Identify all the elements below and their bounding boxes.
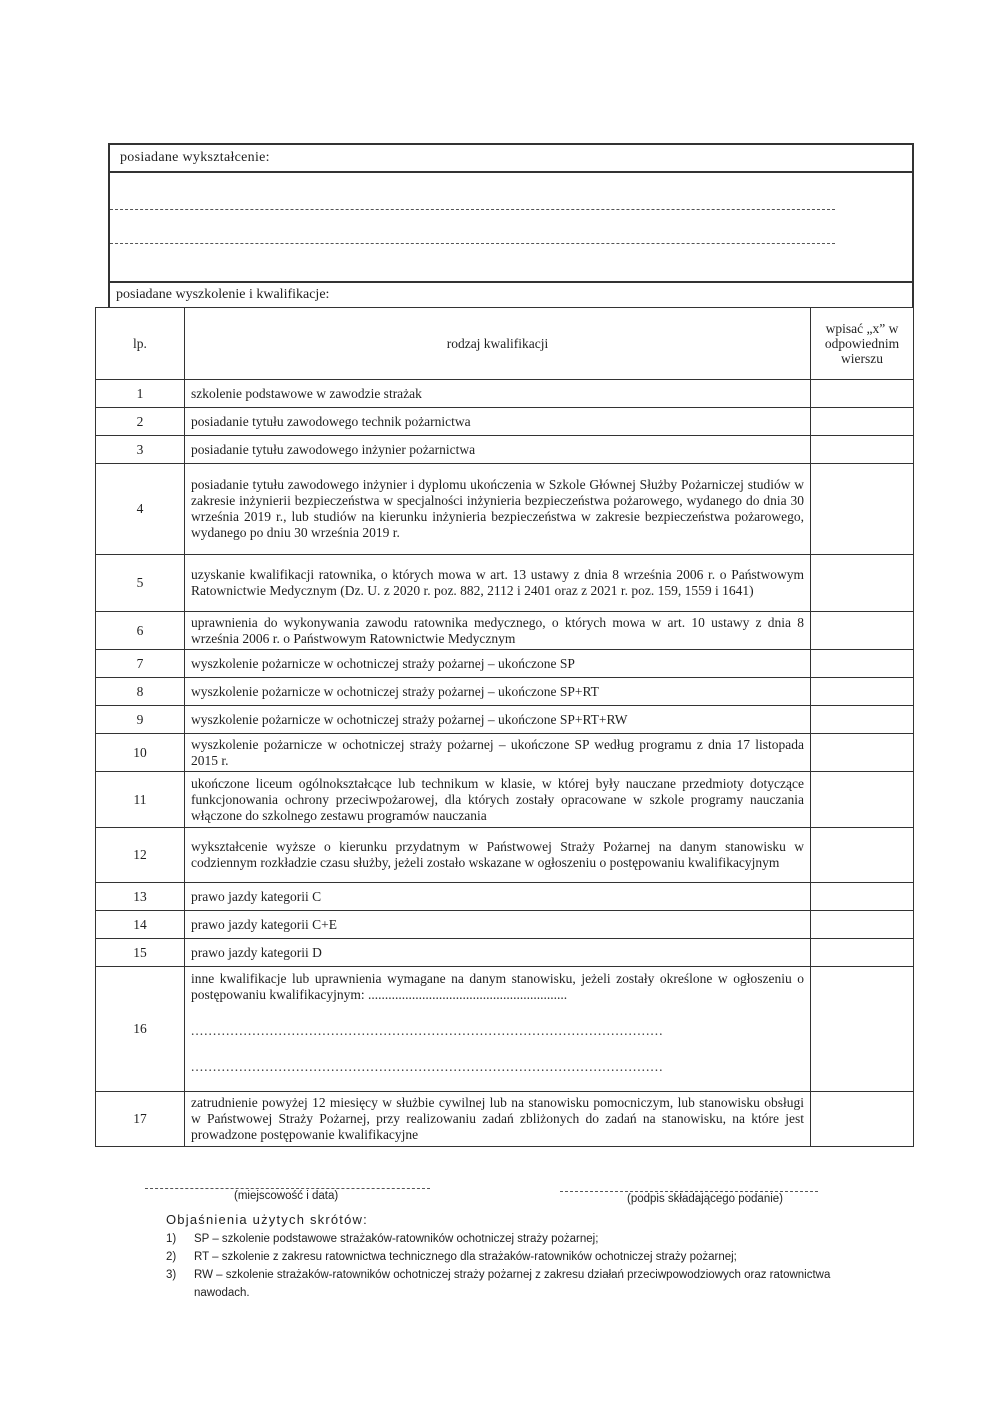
- row-text: inne kwalifikacje lub uprawnienia wymagane na danym stanowisku, jeżeli zostały określone w ogłoszeniu o postępowaniu kwalifikacyjnym: ...........................................................: [191, 971, 804, 1002]
- qualifications-caption: posiadane wyszkolenie i kwalifikacje:: [108, 283, 914, 307]
- table-header-row: [96, 308, 914, 380]
- row-mark-cell[interactable]: [811, 464, 914, 555]
- row-mark-cell[interactable]: [811, 772, 914, 828]
- row-lp: 8: [96, 678, 185, 706]
- row-text: zatrudnienie powyżej 12 miesięcy w służbie cywilnej lub na stanowisku pomocniczym, lub stanowisku obsługi w Państwowej Straży Pożarnej, przy realizowaniu zadań zbliżonych do zadań na stanowisku, na które jest prowadzone postępowanie kwalifikacyjne: [185, 1092, 811, 1147]
- table-row: [96, 408, 914, 436]
- row-lp: 9: [96, 706, 185, 734]
- row-text: wyszkolenie pożarnicze w ochotniczej straży pożarnej – ukończone SP: [185, 650, 811, 678]
- note-item: [166, 1230, 854, 1248]
- abbreviations-notes: [166, 1212, 854, 1302]
- row-text: posiadanie tytułu zawodowego inżynier i dyplomu ukończenia w Szkole Głównej Służby Pożarniczej studiów w zakresie inżynierii bezpieczeństwa w specjalności inżynieria bezpieczeństwa pożarowego, wydanego do dnia 30 września 2019 r., lub studiów na kierunku inżynieria bezpieczeństwa w zakresie bezpieczeństwa pożarowego, wydanego po dniu 30 września 2019 r.: [185, 464, 811, 555]
- row-lp: 15: [96, 939, 185, 967]
- row-lp: 1: [96, 380, 185, 408]
- row-lp: 4: [96, 464, 185, 555]
- row-text: szkolenie podstawowe w zawodzie strażak: [185, 380, 811, 408]
- qualifications-section: [95, 283, 914, 1147]
- table-row: [96, 828, 914, 883]
- row-text: ukończone liceum ogólnokształcące lub technikum w klasie, w której były nauczane przedmioty dotyczące funkcjonowania ochrony przeciwpożarowej, dla których zostały opracowane w szkole programy nauczania włączone do szkolnego zestawu programów nauczania: [185, 772, 811, 828]
- header-mark: wpisać „x” w odpowiednim wierszu: [811, 308, 914, 380]
- row-lp: 3: [96, 436, 185, 464]
- row-lp: 11: [96, 772, 185, 828]
- row-text: wykształcenie wyższe o kierunku przydatnym w Państwowej Straży Pożarnej na danym stanowisku w codziennym rozkładzie czasu służby, jeżeli zostało wskazane w ogłoszeniu o postępowaniu kwalifikacyjnym: [185, 828, 811, 883]
- row-text: wyszkolenie pożarnicze w ochotniczej straży pożarnej – ukończone SP+RT+RW: [185, 706, 811, 734]
- row-16-cell: [185, 967, 811, 1092]
- row-lp: 13: [96, 883, 185, 911]
- row-mark-cell[interactable]: [811, 555, 914, 612]
- row-mark-cell[interactable]: [811, 408, 914, 436]
- signature-label: (podpis składającego podanie): [627, 1193, 783, 1205]
- table-row: [96, 678, 914, 706]
- header-lp: lp.: [96, 308, 185, 380]
- table-row: [96, 967, 914, 1092]
- row-lp: 2: [96, 408, 185, 436]
- qualifications-table: [95, 307, 914, 1147]
- table-row: [96, 883, 914, 911]
- row-mark-cell[interactable]: [811, 939, 914, 967]
- row-mark-cell[interactable]: [811, 734, 914, 772]
- row-lp: 6: [96, 612, 185, 650]
- education-line-2[interactable]: [110, 243, 835, 244]
- fill-line-2[interactable]: ............................................................................................................: [191, 1059, 664, 1074]
- table-row: [96, 612, 914, 650]
- row-text: prawo jazdy kategorii C+E: [185, 911, 811, 939]
- row-mark-cell[interactable]: [811, 706, 914, 734]
- row-mark-cell[interactable]: [811, 883, 914, 911]
- note-item: [166, 1266, 854, 1302]
- row-lp: 14: [96, 911, 185, 939]
- education-line-1[interactable]: [110, 209, 835, 210]
- place-date-line[interactable]: [145, 1188, 430, 1189]
- row-lp: 16: [96, 967, 185, 1092]
- row-mark-cell[interactable]: [811, 612, 914, 650]
- note-text: SP – szkolenie podstawowe strażaków-ratowników ochotniczej straży pożarnej;: [194, 1233, 599, 1245]
- row-mark-cell[interactable]: [811, 678, 914, 706]
- table-row: [96, 1092, 914, 1147]
- table-row: [96, 939, 914, 967]
- row-text: uzyskanie kwalifikacji ratownika, o których mowa w art. 13 ustawy z dnia 8 września 2006 r. o Państwowym Ratownictwie Medycznym (Dz. U. z 2020 r. poz. 882, 2112 i 2401 oraz z 2021 r. poz. 159, 1559 i 1641): [185, 555, 811, 612]
- row-lp: 7: [96, 650, 185, 678]
- row-mark-cell[interactable]: [811, 380, 914, 408]
- table-row: [96, 555, 914, 612]
- row-text: posiadanie tytułu zawodowego technik pożarnictwa: [185, 408, 811, 436]
- table-row: [96, 734, 914, 772]
- row-text: prawo jazdy kategorii C: [185, 883, 811, 911]
- education-label: posiadane wykształcenie:: [110, 145, 912, 173]
- place-date-label: (miejscowość i data): [234, 1190, 339, 1202]
- table-row: [96, 706, 914, 734]
- row-mark-cell[interactable]: [811, 911, 914, 939]
- row-mark-cell[interactable]: [811, 967, 914, 1092]
- note-item: [166, 1248, 854, 1266]
- table-row: [96, 772, 914, 828]
- row-lp: 12: [96, 828, 185, 883]
- header-kind: rodzaj kwalifikacji: [185, 308, 811, 380]
- row-text: uprawnienia do wykonywania zawodu ratownika medycznego, o których mowa w art. 10 ustawy z dnia 8 września 2006 r. o Państwowym Ratownictwie Medycznym: [185, 612, 811, 650]
- row-text: prawo jazdy kategorii D: [185, 939, 811, 967]
- note-number: 3): [166, 1269, 177, 1281]
- row-lp: 10: [96, 734, 185, 772]
- row-mark-cell[interactable]: [811, 1092, 914, 1147]
- row-mark-cell[interactable]: [811, 436, 914, 464]
- row-lp: 5: [96, 555, 185, 612]
- row-lp: 17: [96, 1092, 185, 1147]
- note-number: 1): [166, 1233, 177, 1245]
- table-row: [96, 650, 914, 678]
- table-row: [96, 436, 914, 464]
- row-text: wyszkolenie pożarnicze w ochotniczej straży pożarnej – ukończone SP według programu z dnia 17 listopada 2015 r.: [185, 734, 811, 772]
- row-mark-cell[interactable]: [811, 828, 914, 883]
- signature-line[interactable]: [560, 1191, 818, 1192]
- fill-line-1[interactable]: ............................................................................................................: [191, 1023, 664, 1038]
- notes-title: Objaśnienia użytych skrótów:: [166, 1212, 368, 1227]
- table-row: [96, 380, 914, 408]
- row-text: posiadanie tytułu zawodowego inżynier pożarnictwa: [185, 436, 811, 464]
- note-text: RW – szkolenie strażaków-ratowników ochotniczej straży pożarnej z zakresu działań przeciwpowodziowych oraz ratownictwa nawodach.: [194, 1269, 831, 1299]
- note-text: RT – szkolenie z zakresu ratownictwa technicznego dla strażaków-ratowników ochotniczej straży pożarnej;: [194, 1251, 737, 1263]
- education-section: [108, 143, 914, 283]
- row-mark-cell[interactable]: [811, 650, 914, 678]
- row-text: wyszkolenie pożarnicze w ochotniczej straży pożarnej – ukończone SP+RT: [185, 678, 811, 706]
- note-number: 2): [166, 1251, 177, 1263]
- table-row: [96, 464, 914, 555]
- table-row: [96, 911, 914, 939]
